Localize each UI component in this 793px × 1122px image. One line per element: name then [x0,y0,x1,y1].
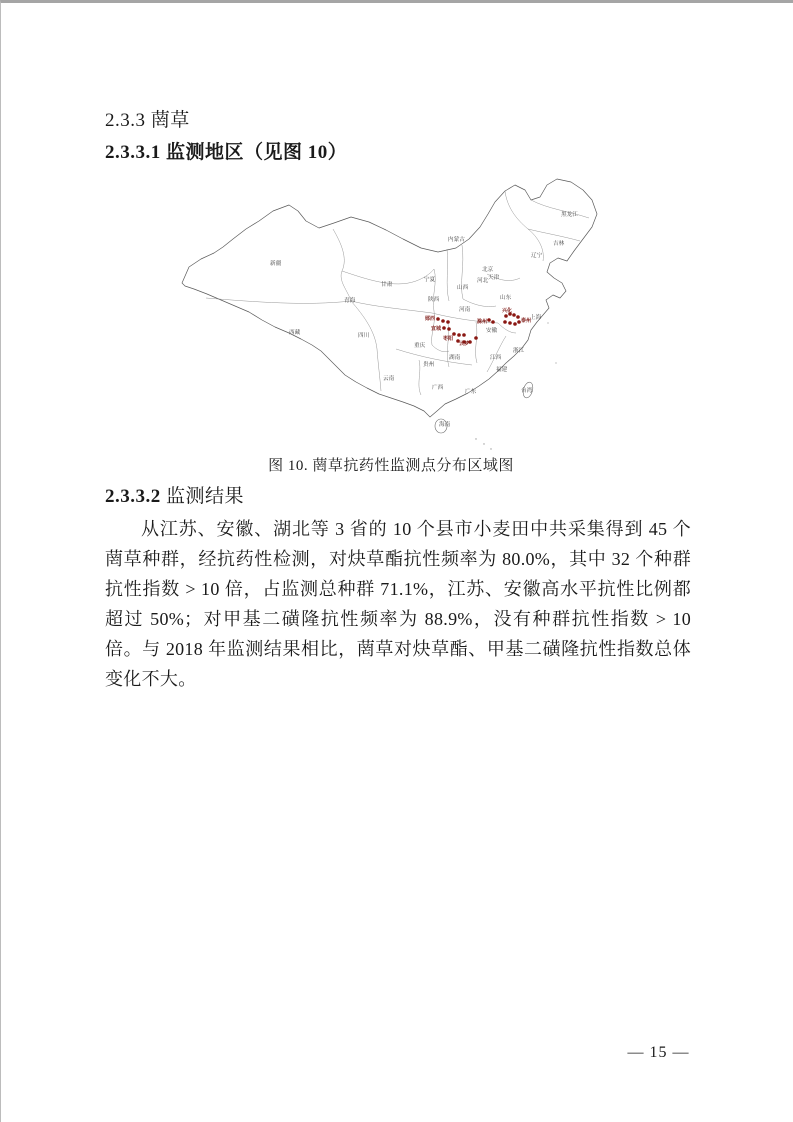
monitoring-point [516,315,520,319]
monitoring-point [513,322,517,326]
province-label: 天津 [488,275,500,281]
china-map [176,173,608,457]
monitoring-point-label: 兴化 [502,309,513,314]
subsection-heading-area: 2.3.3.1 监测地区（见图 10） [105,142,348,163]
monitoring-point [504,314,508,318]
figure-map-container [176,173,608,457]
province-label: 台湾 [521,388,533,394]
figure-caption: 图 10. 菵草抗药性监测点分布区域图 [268,458,514,474]
monitoring-point-label: 云梦 [459,342,470,347]
monitoring-point [436,317,440,321]
province-label: 西藏 [289,330,301,336]
province-label: 吉林 [553,241,565,247]
monitoring-point-label: 枣阳 [443,337,454,342]
monitoring-point [512,313,516,317]
sea-islets [475,322,556,449]
province-label: 新疆 [270,261,282,267]
province-label: 河南 [459,307,471,313]
province-label: 辽宁 [531,253,543,259]
monitoring-point-label: 宜城 [431,327,442,332]
monitoring-point [491,320,495,324]
province-label: 上海 [530,315,542,321]
monitoring-point [503,320,507,324]
province-label: 山西 [457,285,469,291]
monitoring-point [457,333,461,337]
province-label: 四川 [358,333,370,339]
province-label: 宁夏 [424,277,436,283]
province-label: 安徽 [486,328,498,334]
monitoring-point [508,321,512,325]
province-label: 贵州 [423,362,435,368]
province-label: 黑龙江 [561,212,578,218]
subsection-result-title: 监测结果 [166,486,245,507]
monitoring-point [487,318,491,322]
province-label: 福建 [496,367,508,373]
province-label: 山东 [500,295,512,301]
monitoring-point [474,336,478,340]
province-label: 云南 [383,376,395,382]
province-label: 重庆 [414,343,426,349]
province-borders [206,191,589,395]
province-label: 青海 [344,298,356,304]
monitoring-point [462,333,466,337]
province-label: 内蒙古 [448,237,465,243]
page-number: — 15 — [627,1044,690,1061]
province-label: 江西 [490,355,502,361]
province-label: 广东 [465,389,477,395]
monitoring-point [446,320,450,324]
province-label: 河北 [477,278,489,284]
province-label: 海南 [439,422,451,428]
province-label: 湖南 [449,355,461,361]
monitoring-point-label: 郧西 [425,317,436,322]
body-paragraph: 从江苏、安徽、湖北等 3 省的 10 个县市小麦田中共采集得到 45 个菵草种群，经抗药性检测，对炔草酯抗性频率为 80.0%，其中 32 个种群抗性指数 > 10 倍，占监测总种群 71.1%，江苏、安徽高水平抗性比例都超过 50%；对甲基二磺隆抗性频率为 88.9%，没有种群抗性指数 > 10 倍。与 2018 年监测结果相比，菵草对炔草酯、甲基二磺隆抗性指数总体变化不大。 [105,519,691,689]
province-label: 北京 [482,267,494,273]
province-label: 陕西 [428,297,440,303]
province-label: 浙江 [513,348,525,354]
monitoring-point [441,319,445,323]
monitoring-point-label: 滁州 [477,320,488,325]
monitoring-point [442,326,446,330]
province-label: 甘肃 [381,282,393,288]
monitoring-point [447,327,451,331]
section-heading: 2.3.3 菵草 [105,110,190,131]
province-label: 广西 [432,385,444,391]
subsection-heading-result [105,481,244,508]
monitoring-point [452,332,456,336]
subsection-result-number: 2.3.3.2 [105,486,161,507]
monitoring-point-label: 泰州 [521,319,532,324]
